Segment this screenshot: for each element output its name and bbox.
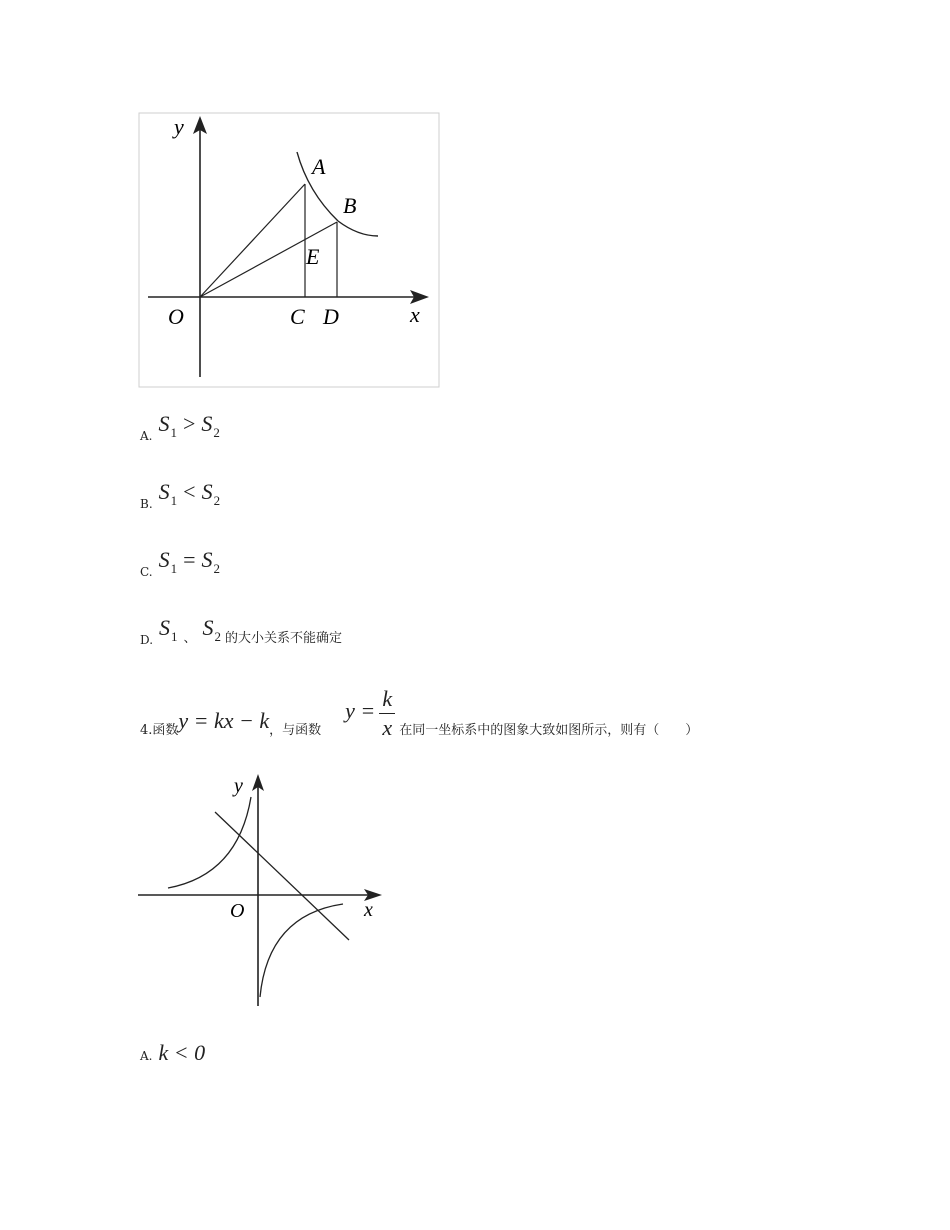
hyperbola-branch-upper-left: [168, 797, 251, 888]
s2-subscript: 2: [213, 425, 220, 440]
math-expression: k < 0: [158, 1040, 206, 1065]
option-3A: [140, 404, 220, 444]
math-expression-2: [203, 617, 222, 648]
separator: 、: [183, 631, 197, 646]
question-4: [140, 676, 698, 740]
fraction-bar: [379, 713, 395, 714]
function-2-lhs: y =: [345, 698, 376, 723]
option-letter: B.: [140, 497, 153, 511]
option-3D: [140, 608, 342, 648]
segment-OA: [200, 184, 305, 297]
label-A: A: [312, 154, 326, 179]
question-prefix: 4.函数: [140, 723, 179, 738]
fraction-denominator: x: [382, 715, 393, 740]
s1: S: [159, 615, 171, 640]
s2: S: [202, 615, 214, 640]
operator: <: [183, 479, 196, 504]
option-letter: C.: [140, 565, 153, 579]
s2: S: [201, 547, 213, 572]
option-letter: D.: [140, 633, 154, 647]
option-3C: [140, 540, 220, 580]
label-B: B: [343, 193, 357, 218]
hyperbola-branch-lower-right: [260, 904, 343, 997]
s2-subscript: 2: [214, 629, 222, 644]
s2-subscript: 2: [213, 561, 220, 576]
operator: =: [183, 547, 196, 572]
label-x: x: [410, 302, 420, 327]
fraction-numerator: k: [382, 686, 393, 711]
function-1: y = kx − k: [178, 708, 270, 733]
label-C: C: [290, 304, 305, 329]
label-y: y: [234, 775, 243, 797]
figure-1-frame: [139, 113, 439, 387]
s1: S: [158, 411, 170, 436]
operator: >: [182, 411, 196, 436]
function-2-fraction: [379, 687, 395, 740]
math-expression: [159, 617, 178, 648]
option-3B: [140, 472, 220, 512]
label-O: O: [168, 304, 184, 329]
label-y: y: [174, 114, 184, 139]
s2: S: [201, 411, 213, 436]
figure-2-diagram: [138, 770, 388, 1010]
s1-subscript: 1: [170, 561, 178, 576]
s2: S: [201, 479, 213, 504]
label-x: x: [364, 899, 373, 921]
label-E: E: [306, 244, 320, 269]
s2-subscript: 2: [213, 493, 221, 508]
s1-subscript: 1: [170, 493, 178, 508]
option-text: 的大小关系不能确定: [225, 631, 343, 646]
option-letter: A.: [140, 429, 153, 443]
question-suffix: 在同一坐标系中的图象大致如图所示，则有（ ）: [399, 723, 699, 738]
math-expression: [159, 549, 220, 580]
s1-subscript: 1: [171, 629, 178, 644]
option-letter: A.: [140, 1049, 153, 1063]
s1: S: [158, 547, 170, 572]
math-expression: [159, 481, 220, 512]
figure-1-diagram: [138, 112, 442, 388]
s1-subscript: 1: [170, 425, 177, 440]
label-O: O: [230, 900, 245, 922]
question-middle: ，与函数: [269, 723, 322, 738]
s1: S: [158, 479, 170, 504]
option-4A: [140, 1024, 205, 1064]
label-D: D: [323, 304, 339, 329]
math-expression: [158, 413, 219, 444]
